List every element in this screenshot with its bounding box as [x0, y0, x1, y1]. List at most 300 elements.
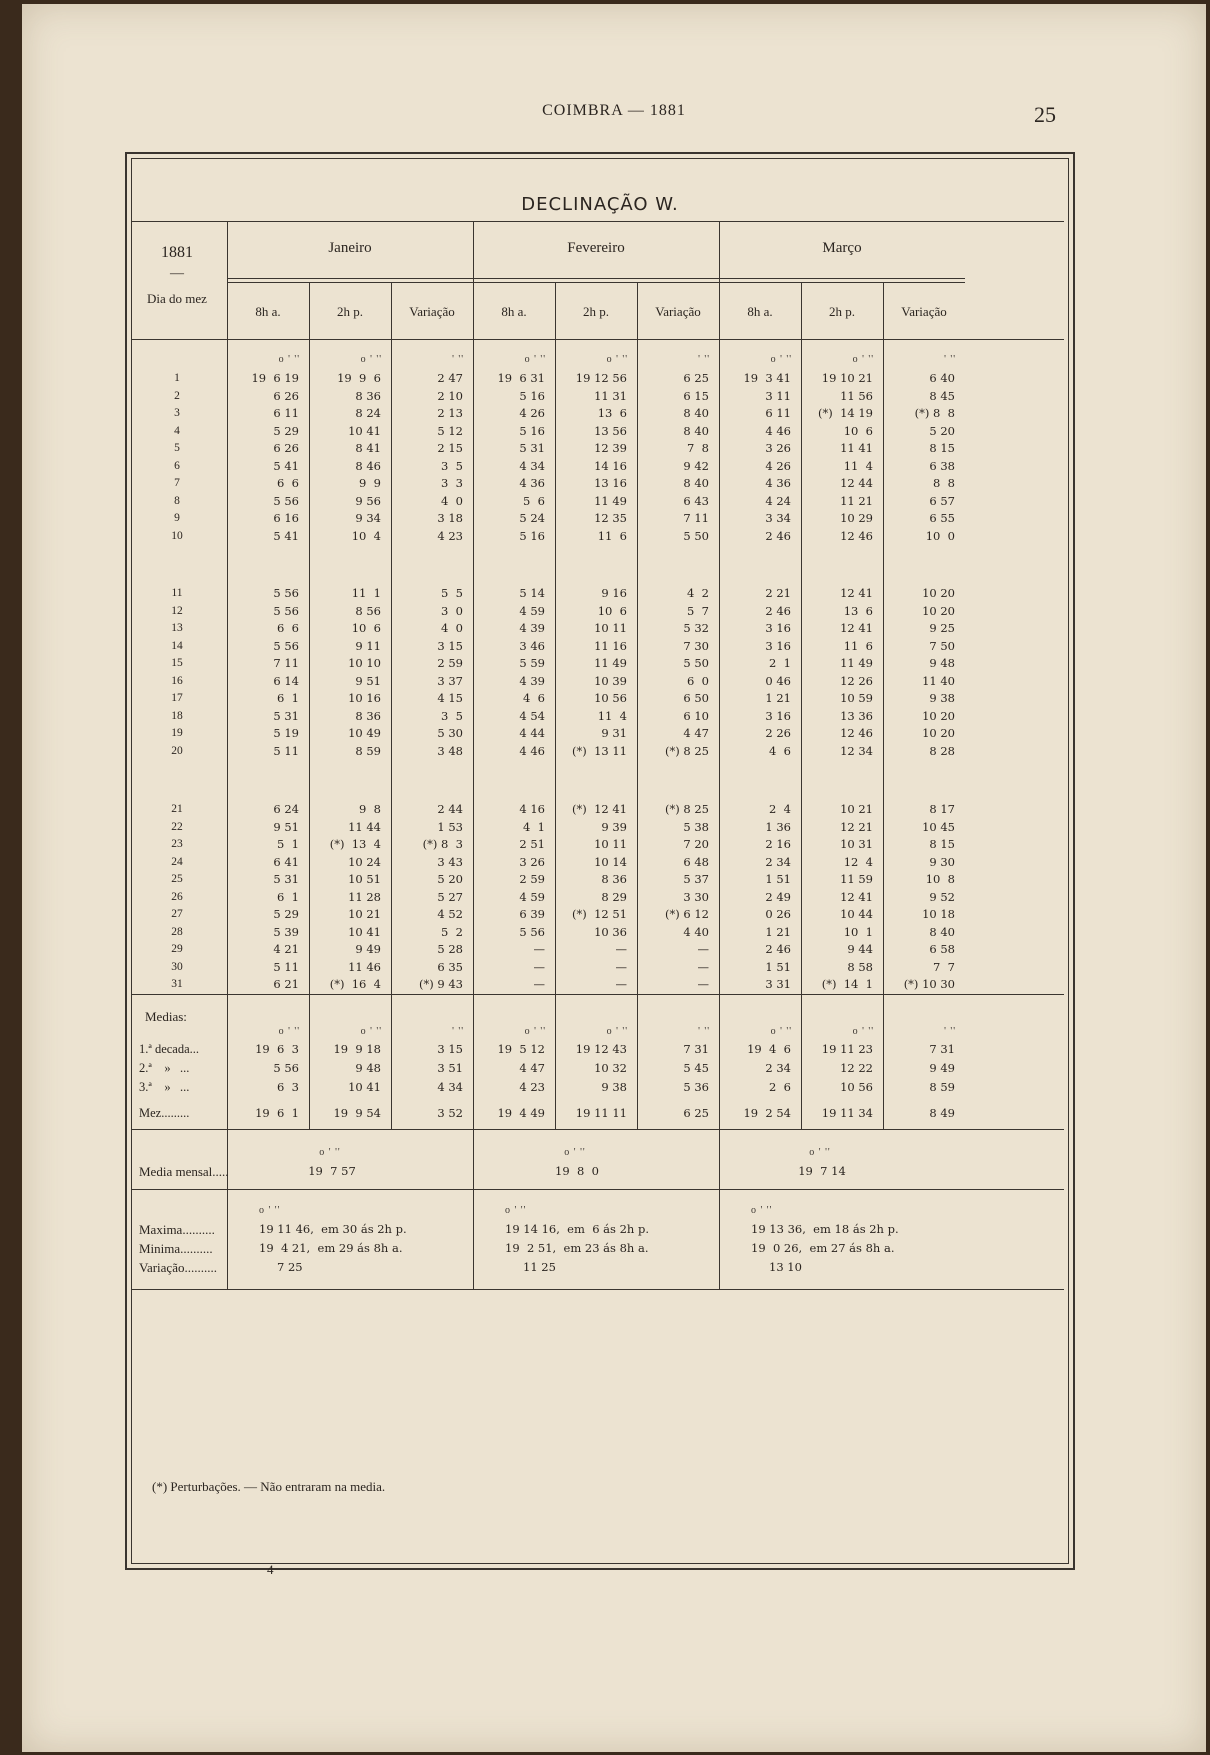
extremes-rule	[132, 1289, 1064, 1290]
value-8h: 6 11	[765, 406, 791, 420]
day-number: 1	[174, 372, 180, 384]
value-2h: 11 4	[843, 458, 873, 473]
value-2h: 13 36	[840, 708, 873, 723]
value-2h: (*) 12 51	[572, 907, 627, 921]
subcol-header: 2h p.	[583, 304, 609, 319]
value-variacao: 7 11	[683, 511, 709, 525]
units-label: o ' ''	[751, 1205, 773, 1216]
month-subhead-rule	[473, 278, 719, 279]
decade-mean: 19 4 6	[747, 1042, 791, 1056]
value-2h: 11 31	[594, 388, 627, 403]
value-2h: 11 49	[840, 656, 873, 670]
day-number: 12	[171, 604, 183, 617]
value-8h: 2 46	[765, 942, 791, 956]
value-8h: 4 34	[519, 458, 545, 473]
value-variacao: 8 45	[929, 388, 955, 403]
value-2h: 8 36	[601, 872, 627, 886]
value-2h: 11 6	[843, 638, 873, 653]
day-number: 30	[171, 960, 183, 973]
value-2h: 12 44	[840, 476, 873, 490]
value-variacao: 9 30	[929, 854, 955, 869]
value-8h: 5 16	[519, 528, 545, 543]
value-2h: 11 49	[594, 656, 627, 670]
value-8h: 4 59	[519, 889, 545, 904]
value-8h: 19 6 31	[497, 371, 545, 385]
month-subhead-rule	[473, 282, 719, 283]
value-2h: (*) 13 11	[572, 743, 627, 758]
year-label: 1881	[161, 244, 193, 261]
value-variacao: 7 7	[933, 959, 955, 974]
value-8h: 4 46	[765, 423, 791, 438]
minima-value: 19 0 26, em 27 ás 8h a.	[751, 1241, 895, 1255]
subcol-header: 8h a.	[747, 304, 773, 319]
units-label: o ' ''	[606, 354, 628, 365]
day-number: 24	[171, 855, 183, 868]
value-8h: 5 14	[519, 586, 545, 600]
decade-mean: 12 22	[840, 1061, 873, 1075]
units-label: o ' ''	[606, 1026, 628, 1037]
value-variacao: 6 58	[929, 942, 955, 956]
decade-mean: 9 49	[929, 1061, 955, 1075]
value-variacao: 3 5	[441, 708, 463, 723]
value-2h: 11 1	[351, 586, 381, 600]
decade-mean: 8 59	[929, 1080, 955, 1094]
value-2h: 9 11	[355, 638, 381, 653]
value-8h: 5 39	[273, 924, 299, 939]
value-8h: 9 51	[273, 819, 299, 834]
value-8h: —	[533, 977, 545, 991]
value-2h: 10 11	[594, 621, 627, 635]
value-2h: 10 56	[594, 691, 627, 705]
value-variacao: 6 15	[683, 388, 709, 403]
decade-mean: 5 56	[273, 1061, 299, 1075]
units-label: o ' ''	[770, 1026, 792, 1037]
value-2h: 11 49	[594, 493, 627, 508]
value-2h: 13 16	[594, 476, 627, 490]
value-2h: 8 46	[355, 458, 381, 473]
table-title: DECLINAÇÃO W.	[521, 194, 679, 215]
value-variacao: 2 15	[437, 441, 463, 455]
value-8h: 5 56	[273, 603, 299, 618]
value-2h: 10 44	[840, 907, 873, 921]
value-8h: 5 59	[519, 656, 545, 670]
value-2h: 10 4	[351, 528, 381, 543]
value-variacao: 6 25	[683, 371, 709, 385]
value-variacao: 6 50	[683, 691, 709, 705]
value-2h: (*) 14 19	[818, 406, 873, 420]
means-rule	[132, 1129, 1064, 1130]
value-variacao: 10 20	[922, 603, 955, 618]
subcol-header: Variação	[655, 304, 701, 319]
day-col-divider	[227, 221, 228, 1289]
document-page	[22, 4, 1206, 1752]
subcol-header: 2h p.	[337, 304, 363, 319]
value-2h: 10 29	[840, 511, 873, 525]
value-variacao: 5 5	[441, 586, 463, 600]
value-variacao: 2 10	[437, 388, 463, 403]
day-number: 23	[171, 838, 183, 850]
decade-mean: 19 11 23	[821, 1042, 873, 1056]
day-number: 22	[171, 820, 183, 833]
value-8h: 4 1	[523, 819, 545, 834]
value-8h: 2 16	[765, 837, 791, 851]
month-divider	[473, 221, 474, 1289]
day-number: 16	[171, 674, 183, 687]
value-8h: 5 19	[273, 726, 299, 740]
value-variacao: 9 25	[929, 621, 955, 635]
decade-mean: 7 31	[929, 1042, 955, 1056]
value-2h: 11 16	[594, 638, 627, 653]
value-8h: 6 39	[519, 907, 545, 921]
decade-mean: 3 15	[437, 1042, 463, 1056]
value-2h: 9 31	[601, 726, 627, 740]
value-8h: 5 1	[277, 837, 299, 851]
value-8h: 19 3 41	[743, 371, 791, 385]
value-variacao: 5 37	[683, 872, 709, 886]
day-number: 8	[174, 494, 180, 507]
day-number: 31	[171, 978, 183, 990]
value-variacao: (*) 8 25	[665, 743, 709, 758]
value-2h: 10 14	[594, 854, 627, 869]
day-number: 18	[171, 709, 183, 722]
day-number: 10	[171, 529, 183, 542]
value-2h: 10 21	[348, 907, 381, 921]
value-8h: 5 31	[273, 708, 299, 723]
month-divider	[719, 221, 720, 1289]
value-2h: 9 9	[359, 476, 381, 490]
media-mensal-value: 19 8 0	[555, 1164, 599, 1178]
value-2h: (*) 14 1	[821, 977, 873, 991]
units-label: o ' ''	[524, 1026, 546, 1037]
value-2h: 11 59	[840, 872, 873, 886]
value-8h: 4 46	[519, 743, 545, 758]
value-8h: 6 6	[277, 621, 299, 635]
value-variacao: 8 15	[929, 837, 955, 851]
value-2h: 10 6	[597, 603, 627, 618]
value-2h: 12 46	[840, 528, 873, 543]
value-variacao: 5 12	[437, 423, 463, 438]
subcol-header: Variação	[409, 304, 455, 319]
units-label: o ' ''	[809, 1147, 831, 1158]
value-8h: 5 31	[273, 872, 299, 886]
value-8h: 6 41	[273, 854, 299, 869]
value-variacao: 8 28	[929, 743, 955, 758]
units-label: o ' ''	[505, 1205, 527, 1216]
value-8h: 5 11	[273, 959, 299, 974]
decade-mean: 19 9 18	[333, 1042, 381, 1056]
days-rule	[132, 994, 1064, 995]
value-8h: 0 26	[765, 907, 791, 921]
value-2h: 19 9 6	[337, 371, 381, 385]
value-2h: 8 58	[847, 959, 873, 974]
value-variacao: 9 52	[929, 889, 955, 904]
units-label: ' ''	[944, 354, 956, 365]
decade-mean: 19 5 12	[497, 1042, 545, 1056]
header-rule	[132, 339, 1064, 340]
subcol-divider	[555, 282, 556, 1129]
value-8h: 5 56	[273, 638, 299, 653]
value-2h: 10 1	[843, 924, 873, 939]
value-2h: 8 36	[355, 388, 381, 403]
subcol-divider	[801, 282, 802, 1129]
value-8h: 5 31	[519, 441, 545, 455]
units-label: o ' ''	[319, 1147, 341, 1158]
variacao-value: 7 25	[277, 1260, 303, 1274]
value-2h: 8 36	[355, 708, 381, 723]
value-2h: 12 39	[594, 441, 627, 455]
value-variacao: 2 13	[437, 406, 463, 420]
maxima-label: Maxima..........	[139, 1222, 215, 1237]
month-subhead-rule	[719, 282, 965, 283]
day-number: 9	[174, 512, 180, 524]
value-8h: 1 51	[765, 959, 791, 974]
value-variacao: 6 40	[929, 371, 955, 385]
value-variacao: 7 20	[683, 837, 709, 851]
value-variacao: (*) 10 30	[903, 977, 955, 991]
value-2h: 11 46	[348, 959, 381, 974]
decade-mean: 4 34	[437, 1080, 463, 1094]
month-header-fevereiro: Fevereiro	[567, 240, 625, 256]
day-number: 20	[171, 744, 183, 757]
decade-label: 1.ª decada...	[139, 1042, 200, 1056]
minima-value: 19 4 21, em 29 ás 8h a.	[259, 1241, 403, 1255]
value-variacao: 2 47	[437, 371, 463, 385]
value-8h: 4 26	[765, 458, 791, 473]
decade-mean: 10 41	[348, 1080, 381, 1094]
value-variacao: 9 48	[929, 656, 955, 670]
value-variacao: 9 42	[683, 458, 709, 473]
value-8h: 6 24	[273, 802, 299, 816]
month-subhead-rule	[227, 278, 473, 279]
value-2h: 12 35	[594, 511, 627, 525]
value-variacao: 10 0	[925, 528, 955, 543]
value-8h: 4 26	[519, 406, 545, 420]
units-label: o ' ''	[360, 354, 382, 365]
decade-mean: 3 51	[437, 1061, 463, 1075]
value-2h: 9 8	[359, 802, 381, 816]
value-variacao: 5 50	[683, 656, 709, 670]
value-2h: 8 24	[355, 406, 381, 420]
value-variacao: 6 38	[929, 458, 955, 473]
value-2h: 10 41	[348, 924, 381, 939]
value-variacao: 8 17	[929, 802, 955, 816]
value-8h: 4 6	[523, 691, 545, 705]
subcol-header: 8h a.	[255, 304, 281, 319]
value-2h: 10 39	[594, 673, 627, 688]
day-number: 25	[171, 873, 183, 885]
value-8h: 6 21	[273, 977, 299, 991]
value-2h: 10 31	[840, 837, 873, 851]
value-variacao: 5 50	[683, 528, 709, 543]
data-table	[125, 152, 1075, 1570]
page-number: 25	[1034, 102, 1056, 127]
value-8h: 3 26	[519, 854, 545, 869]
decade-mean: 5 36	[683, 1080, 709, 1094]
value-variacao: 3 48	[437, 743, 463, 758]
decade-mean: 4 23	[519, 1080, 545, 1094]
value-variacao: 6 55	[929, 511, 955, 525]
day-number: 19	[171, 727, 183, 739]
value-variacao: 5 20	[929, 423, 955, 438]
decade-mean: 9 38	[601, 1080, 627, 1094]
value-2h: 12 21	[840, 819, 873, 834]
media-mensal-value: 19 7 14	[798, 1164, 846, 1178]
value-8h: 6 26	[273, 441, 299, 455]
value-8h: 1 21	[765, 691, 791, 705]
value-variacao: 8 40	[683, 406, 709, 420]
units-label: o ' ''	[278, 1026, 300, 1037]
value-variacao: 2 59	[437, 656, 463, 670]
variacao-value: 11 25	[523, 1260, 556, 1274]
value-variacao: 10 18	[922, 907, 955, 921]
value-2h: 11 41	[840, 441, 873, 455]
day-column-header: Dia do mez	[147, 291, 207, 306]
value-2h: 10 49	[348, 726, 381, 740]
minima-label: Minima..........	[139, 1241, 213, 1256]
value-2h: 10 59	[840, 691, 873, 705]
media-mensal-value: 19 7 57	[308, 1164, 356, 1178]
value-8h: 1 21	[765, 924, 791, 939]
value-2h: 11 56	[840, 388, 873, 403]
value-8h: 5 56	[273, 586, 299, 600]
day-number: 3	[174, 407, 180, 419]
value-variacao: 4 23	[437, 528, 463, 543]
value-variacao: 6 43	[683, 493, 709, 508]
value-8h: 5 56	[519, 924, 545, 939]
value-2h: 10 6	[843, 423, 873, 438]
month-mean: 3 52	[437, 1106, 463, 1120]
value-8h: 2 26	[765, 726, 791, 740]
month-header-março: Março	[822, 240, 862, 256]
value-2h: 19 12 56	[575, 371, 627, 385]
month-mean: 19 11 11	[575, 1106, 627, 1120]
value-8h: 2 46	[765, 528, 791, 543]
value-variacao: 7 30	[683, 638, 709, 653]
value-2h: (*) 13 4	[329, 837, 381, 851]
variacao-value: 13 10	[769, 1260, 802, 1274]
units-label: o ' ''	[524, 354, 546, 365]
maxima-value: 19 14 16, em 6 ás 2h p.	[505, 1222, 649, 1236]
value-8h: 6 6	[277, 476, 299, 490]
decade-label: 2.ª » ...	[139, 1061, 190, 1075]
value-2h: 8 41	[355, 441, 381, 455]
subcol-header: 8h a.	[501, 304, 527, 319]
value-2h: 12 41	[840, 621, 873, 635]
decade-mean: 19 6 3	[255, 1042, 299, 1056]
value-variacao: 8 40	[929, 924, 955, 939]
decade-mean: 2 6	[769, 1080, 791, 1094]
value-2h: 8 56	[355, 603, 381, 618]
value-8h: 3 26	[765, 441, 791, 455]
value-8h: 0 46	[765, 673, 791, 688]
value-2h: 9 51	[355, 673, 381, 688]
value-variacao: 5 30	[437, 726, 463, 740]
value-variacao: 2 44	[437, 802, 463, 816]
value-8h: 5 41	[273, 458, 299, 473]
value-8h: 4 39	[519, 621, 545, 635]
value-2h: 12 26	[840, 673, 873, 688]
value-2h: 11 6	[597, 528, 627, 543]
value-variacao: 6 0	[687, 673, 709, 688]
value-2h: 9 49	[355, 942, 381, 956]
minima-value: 19 2 51, em 23 ás 8h a.	[505, 1241, 649, 1255]
value-8h: 4 36	[765, 476, 791, 490]
value-8h: 6 1	[277, 889, 299, 904]
value-variacao: (*) 8 25	[665, 802, 709, 816]
month-mean: 19 11 34	[821, 1106, 873, 1120]
value-8h: 6 26	[273, 388, 299, 403]
value-8h: 5 56	[273, 493, 299, 508]
value-8h: 3 34	[765, 511, 791, 525]
footnote: (*) Perturbações. — Não entraram na media.	[152, 1479, 386, 1494]
value-variacao: (*) 8 3	[422, 837, 463, 851]
value-8h: 2 4	[769, 802, 791, 816]
value-8h: 4 6	[769, 743, 791, 758]
value-variacao: 8 15	[929, 441, 955, 455]
value-variacao: 9 38	[929, 691, 955, 705]
units-label: o ' ''	[360, 1026, 382, 1037]
value-2h: 12 46	[840, 726, 873, 740]
value-2h: 19 10 21	[821, 371, 873, 385]
mensal-rule	[132, 1189, 1064, 1190]
variacao-label: Variação..........	[139, 1260, 217, 1275]
day-number: 4	[174, 424, 180, 437]
day-number: 28	[171, 925, 183, 938]
value-variacao: (*) 6 12	[665, 907, 709, 921]
units-label: o ' ''	[564, 1147, 586, 1158]
value-8h: 5 24	[519, 511, 545, 525]
value-2h: 10 24	[348, 854, 381, 869]
value-variacao: (*) 8 8	[914, 406, 955, 420]
value-8h: 3 16	[765, 638, 791, 653]
value-variacao: —	[697, 959, 709, 974]
day-number: 7	[174, 477, 180, 489]
value-variacao: 10 45	[922, 819, 955, 834]
month-mean: 19 9 54	[333, 1106, 381, 1120]
value-8h: 5 16	[519, 423, 545, 438]
value-variacao: 3 3	[441, 476, 463, 490]
value-8h: 4 39	[519, 673, 545, 688]
month-mean: 8 49	[929, 1106, 955, 1120]
value-8h: 4 16	[519, 802, 545, 816]
day-number: 29	[171, 943, 183, 955]
value-8h: 4 36	[519, 476, 545, 490]
value-variacao: 5 20	[437, 872, 463, 886]
day-number: 5	[174, 442, 180, 454]
value-2h: 9 39	[601, 819, 627, 834]
value-variacao: 6 10	[683, 708, 709, 723]
value-8h: 4 24	[765, 493, 791, 508]
value-8h: 5 11	[273, 743, 299, 758]
decade-mean: 10 56	[840, 1080, 873, 1094]
value-8h: 1 51	[765, 872, 791, 886]
value-8h: 7 11	[273, 656, 299, 670]
units-label: o ' ''	[852, 354, 874, 365]
value-variacao: 4 2	[687, 586, 709, 600]
value-variacao: 4 0	[441, 493, 463, 508]
value-2h: 9 34	[355, 511, 381, 525]
value-2h: 11 28	[348, 889, 381, 904]
value-2h: 12 41	[840, 586, 873, 600]
value-2h: 12 34	[840, 743, 873, 758]
day-number: 2	[174, 389, 180, 402]
value-8h: 2 1	[769, 656, 791, 670]
value-8h: 5 41	[273, 528, 299, 543]
value-variacao: —	[697, 977, 709, 991]
day-number: 27	[171, 908, 183, 920]
subcol-divider	[391, 282, 392, 1129]
units-label: ' ''	[944, 1026, 956, 1037]
